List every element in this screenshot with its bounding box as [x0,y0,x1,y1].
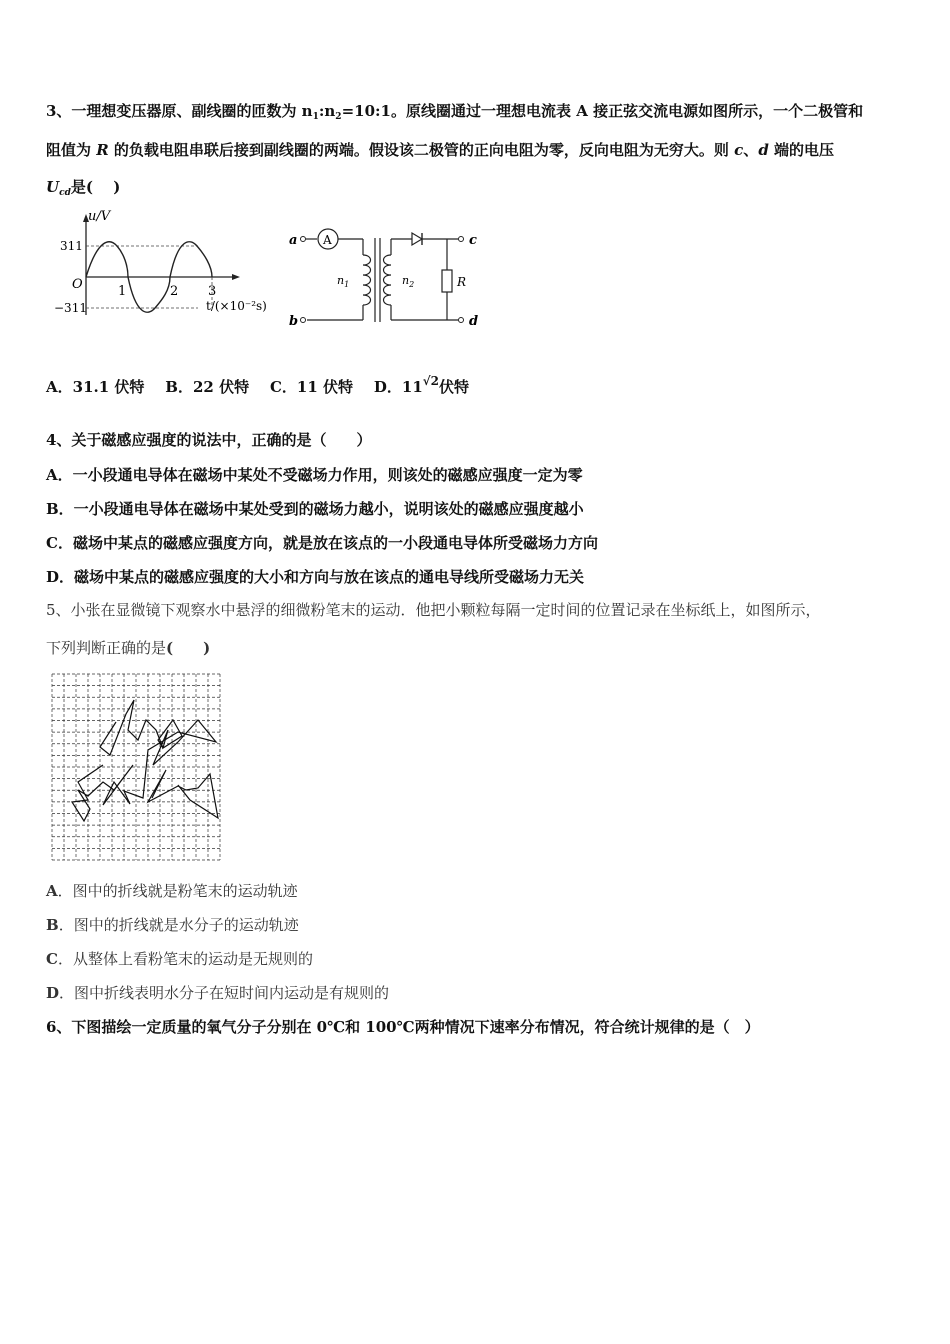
q4-option-a: A．一小段通电导体在磁场中某处不受磁场力作用，则该处的磁感应强度一定为零 [46,466,583,484]
q3-option-c: C．11 伏特 [269,378,354,396]
diode-icon [412,233,422,245]
n1-label: $n_1$ [337,274,350,289]
terminal-b: b [289,314,299,329]
terminal-a: a [289,233,298,248]
resistor-label: R [457,275,467,289]
terminal-d: d [469,314,479,329]
q3-stem-line1: 3、一理想变压器原、副线圈的匝数为 $n_1:n_2=10:1$。原线圈通过一理想电流表 A 接正弦交流电源如图所示，一个二极管和 [46,102,864,122]
q4-stem: 4、关于磁感应强度的说法中，正确的是（ ） [46,431,372,449]
q5-option-b: B．图中的折线就是水分子的运动轨迹 [46,916,299,934]
q6-stem: 6、下图描绘一定质量的氧气分子分别在 0℃和 100℃两种情况下速率分布情况，符合统计规律的是（ ） [46,1018,760,1036]
origin-label: O [72,277,83,292]
x-axis-label: t/(×10⁻²s) [206,299,267,313]
resistor-icon [442,270,452,292]
q5-option-c: C．从整体上看粉笔末的运动是无规则的 [46,950,313,968]
q5-option-a: A．图中的折线就是粉笔末的运动轨迹 [46,882,298,900]
q3-stem-line2: 阻值为 R 的负载电阻串联后接到副线圈的两端。假设该二极管的正向电阻为零，反向电阻为无穷大。则 c、d 端的电压 [46,141,835,159]
q5-particle-grid [48,670,223,865]
q5-option-d: D．图中折线表明水分子在短时间内运动是有规则的 [46,984,390,1002]
q3-options [46,374,470,398]
y-max-label: 311 [60,239,83,253]
q5-stem-line2: 下列判断正确的是( ) [46,639,211,657]
svg-text:A: A [323,233,332,247]
q4-option-d: D．磁场中某点的磁感应强度的大小和方向与放在该点的通电导线所受磁场力无关 [46,568,585,586]
terminal-c: c [469,233,477,248]
q3-voltage-graph [48,210,278,320]
q3-circuit-diagram [285,220,495,330]
x-tick-1: 1 [118,284,127,299]
q4-option-c: C．磁场中某点的磁感应强度方向，就是放在该点的一小段通电导体所受磁场力方向 [46,534,598,552]
q3-stem-line3: $U_{cd}$是( ) [46,178,121,198]
q5-stem-line1: 5、小张在显微镜下观察水中悬浮的细微粉笔末的运动．他把小颗粒每隔一定时间的位置记录在坐标纸上，如图所示， [46,601,821,619]
y-axis-label: u/V [88,210,111,224]
q4-option-b: B．一小段通电导体在磁场中某处受到的磁场力越小，说明该处的磁感应强度越小 [46,500,584,518]
q3-option-a: A．31.1 伏特 [46,378,145,396]
x-tick-2: 2 [170,284,179,299]
q3-option-b: B．22 伏特 [165,378,250,396]
q3-option-d: D．$11^{√2}$伏特 [373,374,470,396]
y-min-label: −311 [54,301,87,315]
n2-label: $n_2$ [402,274,415,289]
x-tick-3: 3 [208,284,217,299]
